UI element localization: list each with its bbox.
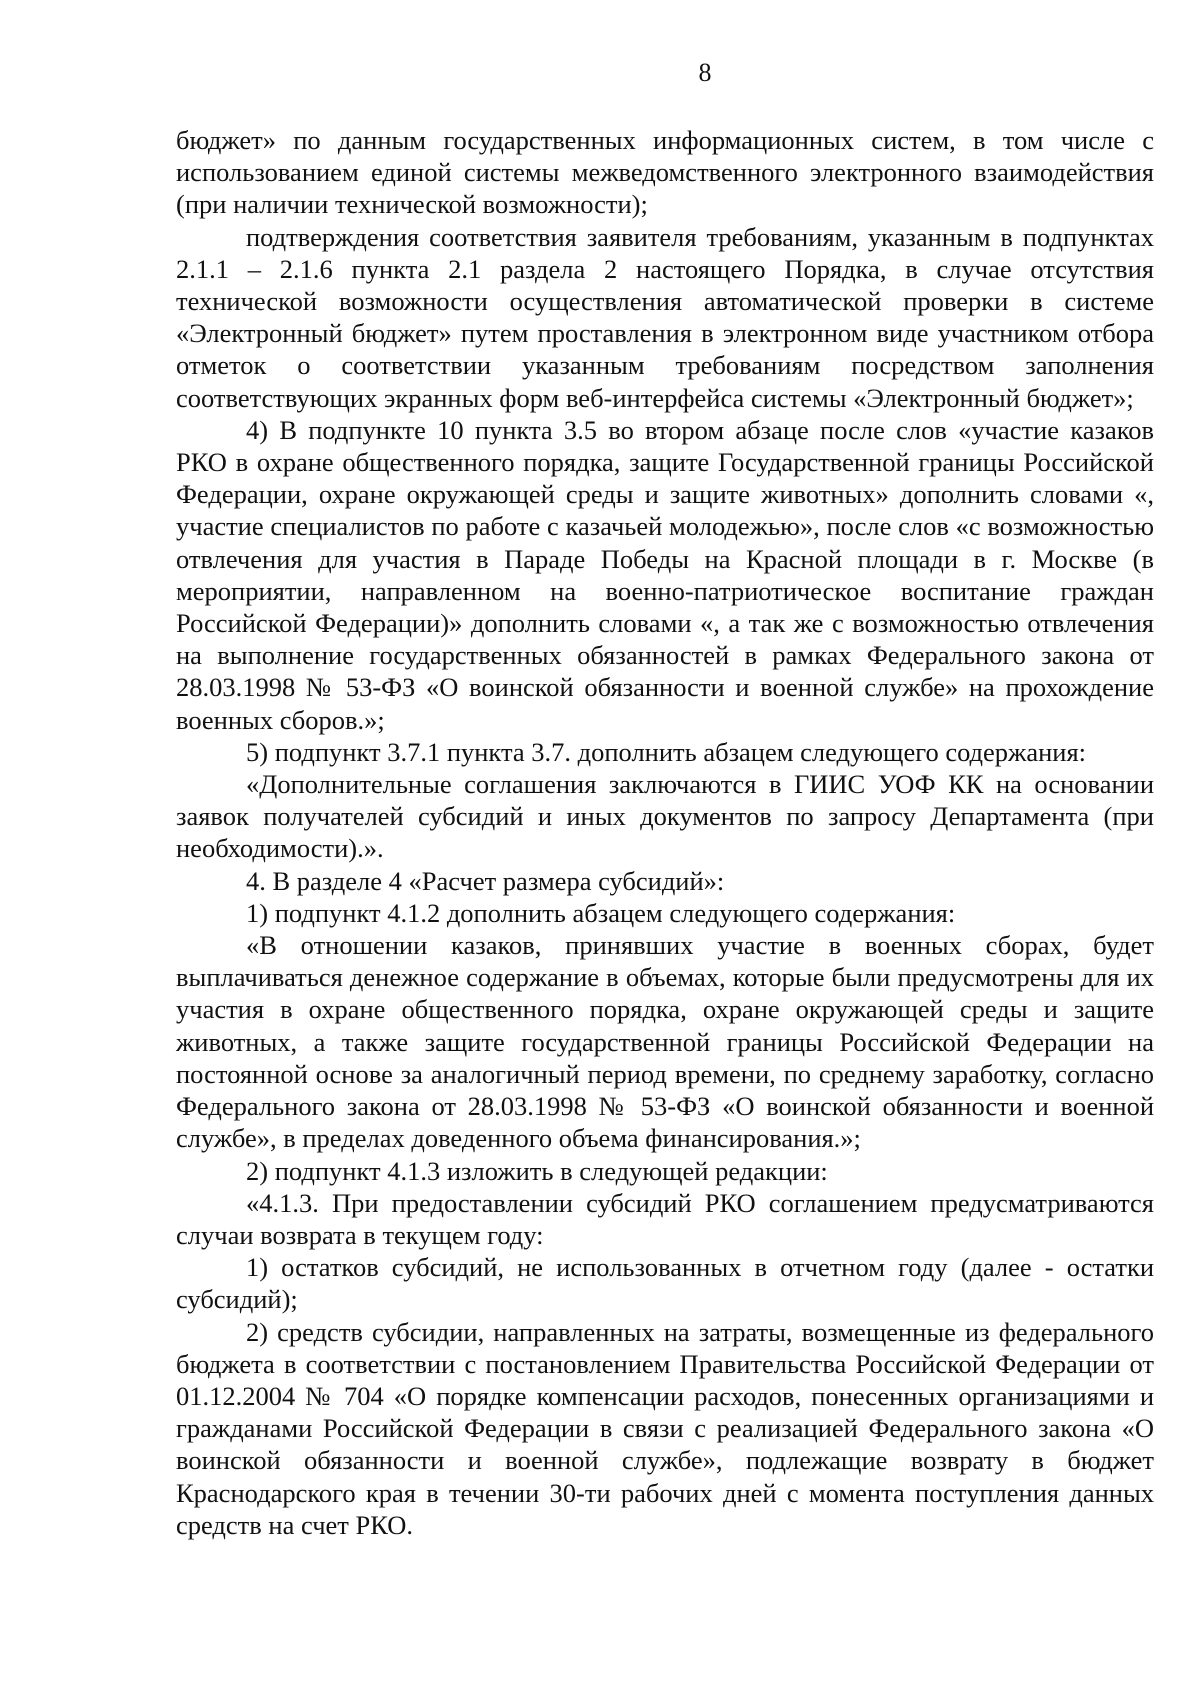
page-number: 8 bbox=[698, 58, 712, 87]
document-body bbox=[176, 124, 1154, 1541]
paragraph: 4. В разделе 4 «Расчет размера субсидий»: bbox=[246, 865, 725, 896]
paragraph: подтверждения соответствия заявителя требованиям, указанным в подпунктах 2.1.1 – 2.1.6 пункта 2.1 раздела 2 настоящего Порядка, в случае отсутствия технической возможности осуществления автоматической проверки в системе «Электронный бюджет» путем проставления в электронном виде участником отбора отметок о соответствии указанным требованиям посредством заполнения соответствующих экранных форм веб-интерфейса системы «Электронный бюджет»; bbox=[176, 221, 1154, 413]
paragraph: бюджет» по данным государственных информационных систем, в том числе с использованием единой системы межведомственного электронного взаимодействия (при наличии технической возможности); bbox=[176, 125, 1154, 220]
paragraph: «Дополнительные соглашения заключаются в ГИИС УОФ КК на основании заявок получателей субсидий и иных документов по запросу Департамента (при необходимости).». bbox=[176, 769, 1154, 864]
paragraph: 1) подпункт 4.1.2 дополнить абзацем следующего содержания: bbox=[246, 897, 956, 928]
paragraph: 2) средств субсидии, направленных на затраты, возмещенные из федерального бюджета в соответствии с постановлением Правительства Российской Федерации от 01.12.2004 № 704 «О порядке компенсации расходов, понесенных организациями и гражданами Российской Федерации в связи с реализацией Федерального закона «О воинской обязанности и военной службе», подлежащие возврату в бюджет Краснодарского края в течении 30-ти рабочих дней с момента поступления данных средств на счет РКО. bbox=[176, 1316, 1154, 1540]
paragraph: 1) остатков субсидий, не использованных в отчетном году (далее - остатки субсидий); bbox=[176, 1252, 1154, 1315]
paragraph: «4.1.3. При предоставлении субсидий РКО соглашением предусматриваются случаи возврата в текущем году: bbox=[176, 1187, 1154, 1250]
paragraph: 4) В подпункте 10 пункта 3.5 во втором абзаце после слов «участие казаков РКО в охране общественного порядка, защите Государственной границы Российской Федерации, охране окружающей среды и защите животных» дополнить словами «, участие специалистов по работе с казачьей молодежью», после слов «с возможностью отвлечения для участия в Параде Победы на Красной площади в г. Москве (в мероприятии, направленном на военно-патриотическое воспитание граждан Российской Федерации)» дополнить словами «, а так же с возможностью отвлечения на выполнение государственных обязанностей в рамках Федерального закона от 28.03.1998 № 53-ФЗ «О воинской обязанности и военной службе» на прохождение военных сборов.»; bbox=[176, 414, 1154, 735]
paragraph: «В отношении казаков, принявших участие в военных сборах, будет выплачиваться денежное содержание в объемах, которые были предусмотрены для их участия в охране общественного порядка, охране окружающей среды и защите животных, а также защите государственной границы Российской Федерации на постоянной основе за аналогичный период времени, по среднему заработку, согласно Федерального закона от 28.03.1998 № 53-ФЗ «О воинской обязанности и военной службе», в пределах доведенного объема финансирования.»; bbox=[176, 930, 1154, 1154]
paragraph: 2) подпункт 4.1.3 изложить в следующей редакции: bbox=[246, 1155, 828, 1186]
paragraph: 5) подпункт 3.7.1 пункта 3.7. дополнить абзацем следующего содержания: bbox=[246, 736, 1087, 767]
